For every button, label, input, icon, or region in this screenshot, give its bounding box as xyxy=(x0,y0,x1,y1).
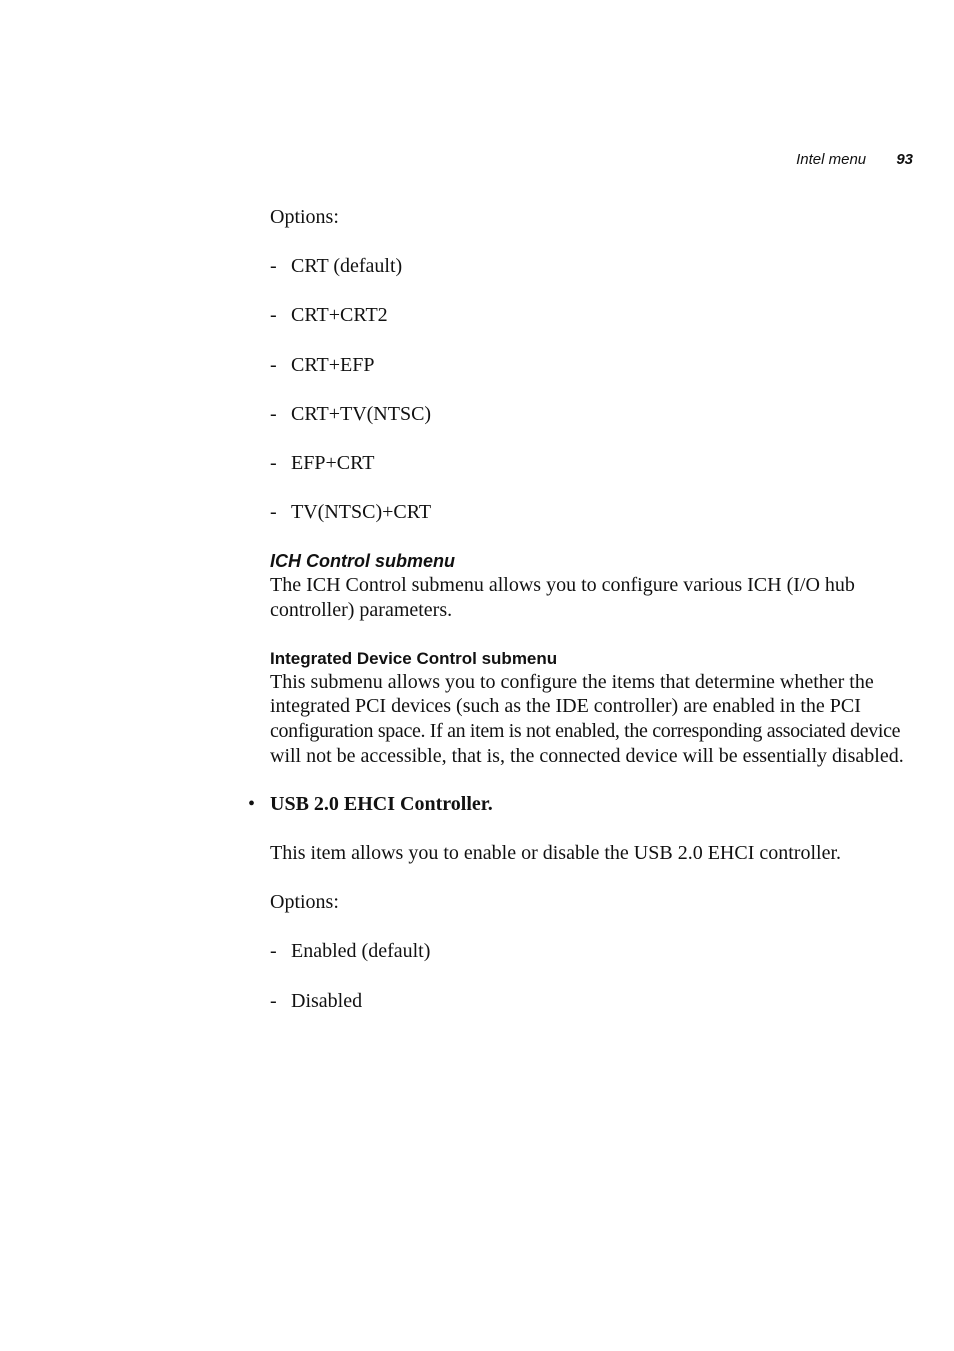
option-item xyxy=(270,353,374,378)
options-label: Options: xyxy=(270,206,339,228)
option-item xyxy=(270,451,374,476)
usb-item-title: USB 2.0 EHCI Controller. xyxy=(270,793,493,815)
dash-marker: - xyxy=(270,354,277,376)
ich-heading: ICH Control submenu xyxy=(270,551,455,571)
option-text: Enabled (default) xyxy=(291,940,431,962)
dash-marker: - xyxy=(270,304,277,326)
ich-body-line: The ICH Control submenu allows you to configure various ICH (I/O hub xyxy=(270,574,855,596)
option-text: CRT (default) xyxy=(291,255,403,277)
usb-item-description: This item allows you to enable or disable the USB 2.0 EHCI controller. xyxy=(270,842,842,864)
usb-options-label: Options: xyxy=(270,891,339,913)
integrated-body-line: configuration space. If an item is not enabled, the corresponding associated device xyxy=(270,720,901,742)
dash-marker: - xyxy=(270,452,277,474)
integrated-body-line: will not be accessible, that is, the connected device will be essentially disabled. xyxy=(270,745,904,767)
option-text: Disabled xyxy=(291,990,363,1012)
ich-body-line: controller) parameters. xyxy=(270,599,453,621)
integrated-heading: Integrated Device Control submenu xyxy=(270,649,558,668)
running-header xyxy=(796,150,913,170)
option-item xyxy=(270,939,430,964)
integrated-body-line: integrated PCI devices (such as the IDE controller) are enabled in the PCI xyxy=(270,695,861,717)
dash-marker: - xyxy=(270,403,277,425)
option-item xyxy=(270,303,388,328)
option-text: CRT+TV(NTSC) xyxy=(291,403,432,425)
option-item xyxy=(270,254,402,279)
option-item xyxy=(270,500,431,525)
option-text: CRT+CRT2 xyxy=(291,304,388,326)
option-item xyxy=(270,402,431,427)
option-text: TV(NTSC)+CRT xyxy=(291,501,432,523)
option-text: EFP+CRT xyxy=(291,452,375,474)
option-text: CRT+EFP xyxy=(291,354,375,376)
header-section-title: Intel menu xyxy=(796,151,867,168)
dash-marker: - xyxy=(270,501,277,523)
dash-marker: - xyxy=(270,990,277,1012)
option-item xyxy=(270,989,362,1014)
page-number: 93 xyxy=(896,151,913,168)
bullet-icon: • xyxy=(248,793,256,815)
dash-marker: - xyxy=(270,255,277,277)
dash-marker: - xyxy=(270,940,277,962)
integrated-body-line: This submenu allows you to configure the items that determine whether the xyxy=(270,671,874,693)
